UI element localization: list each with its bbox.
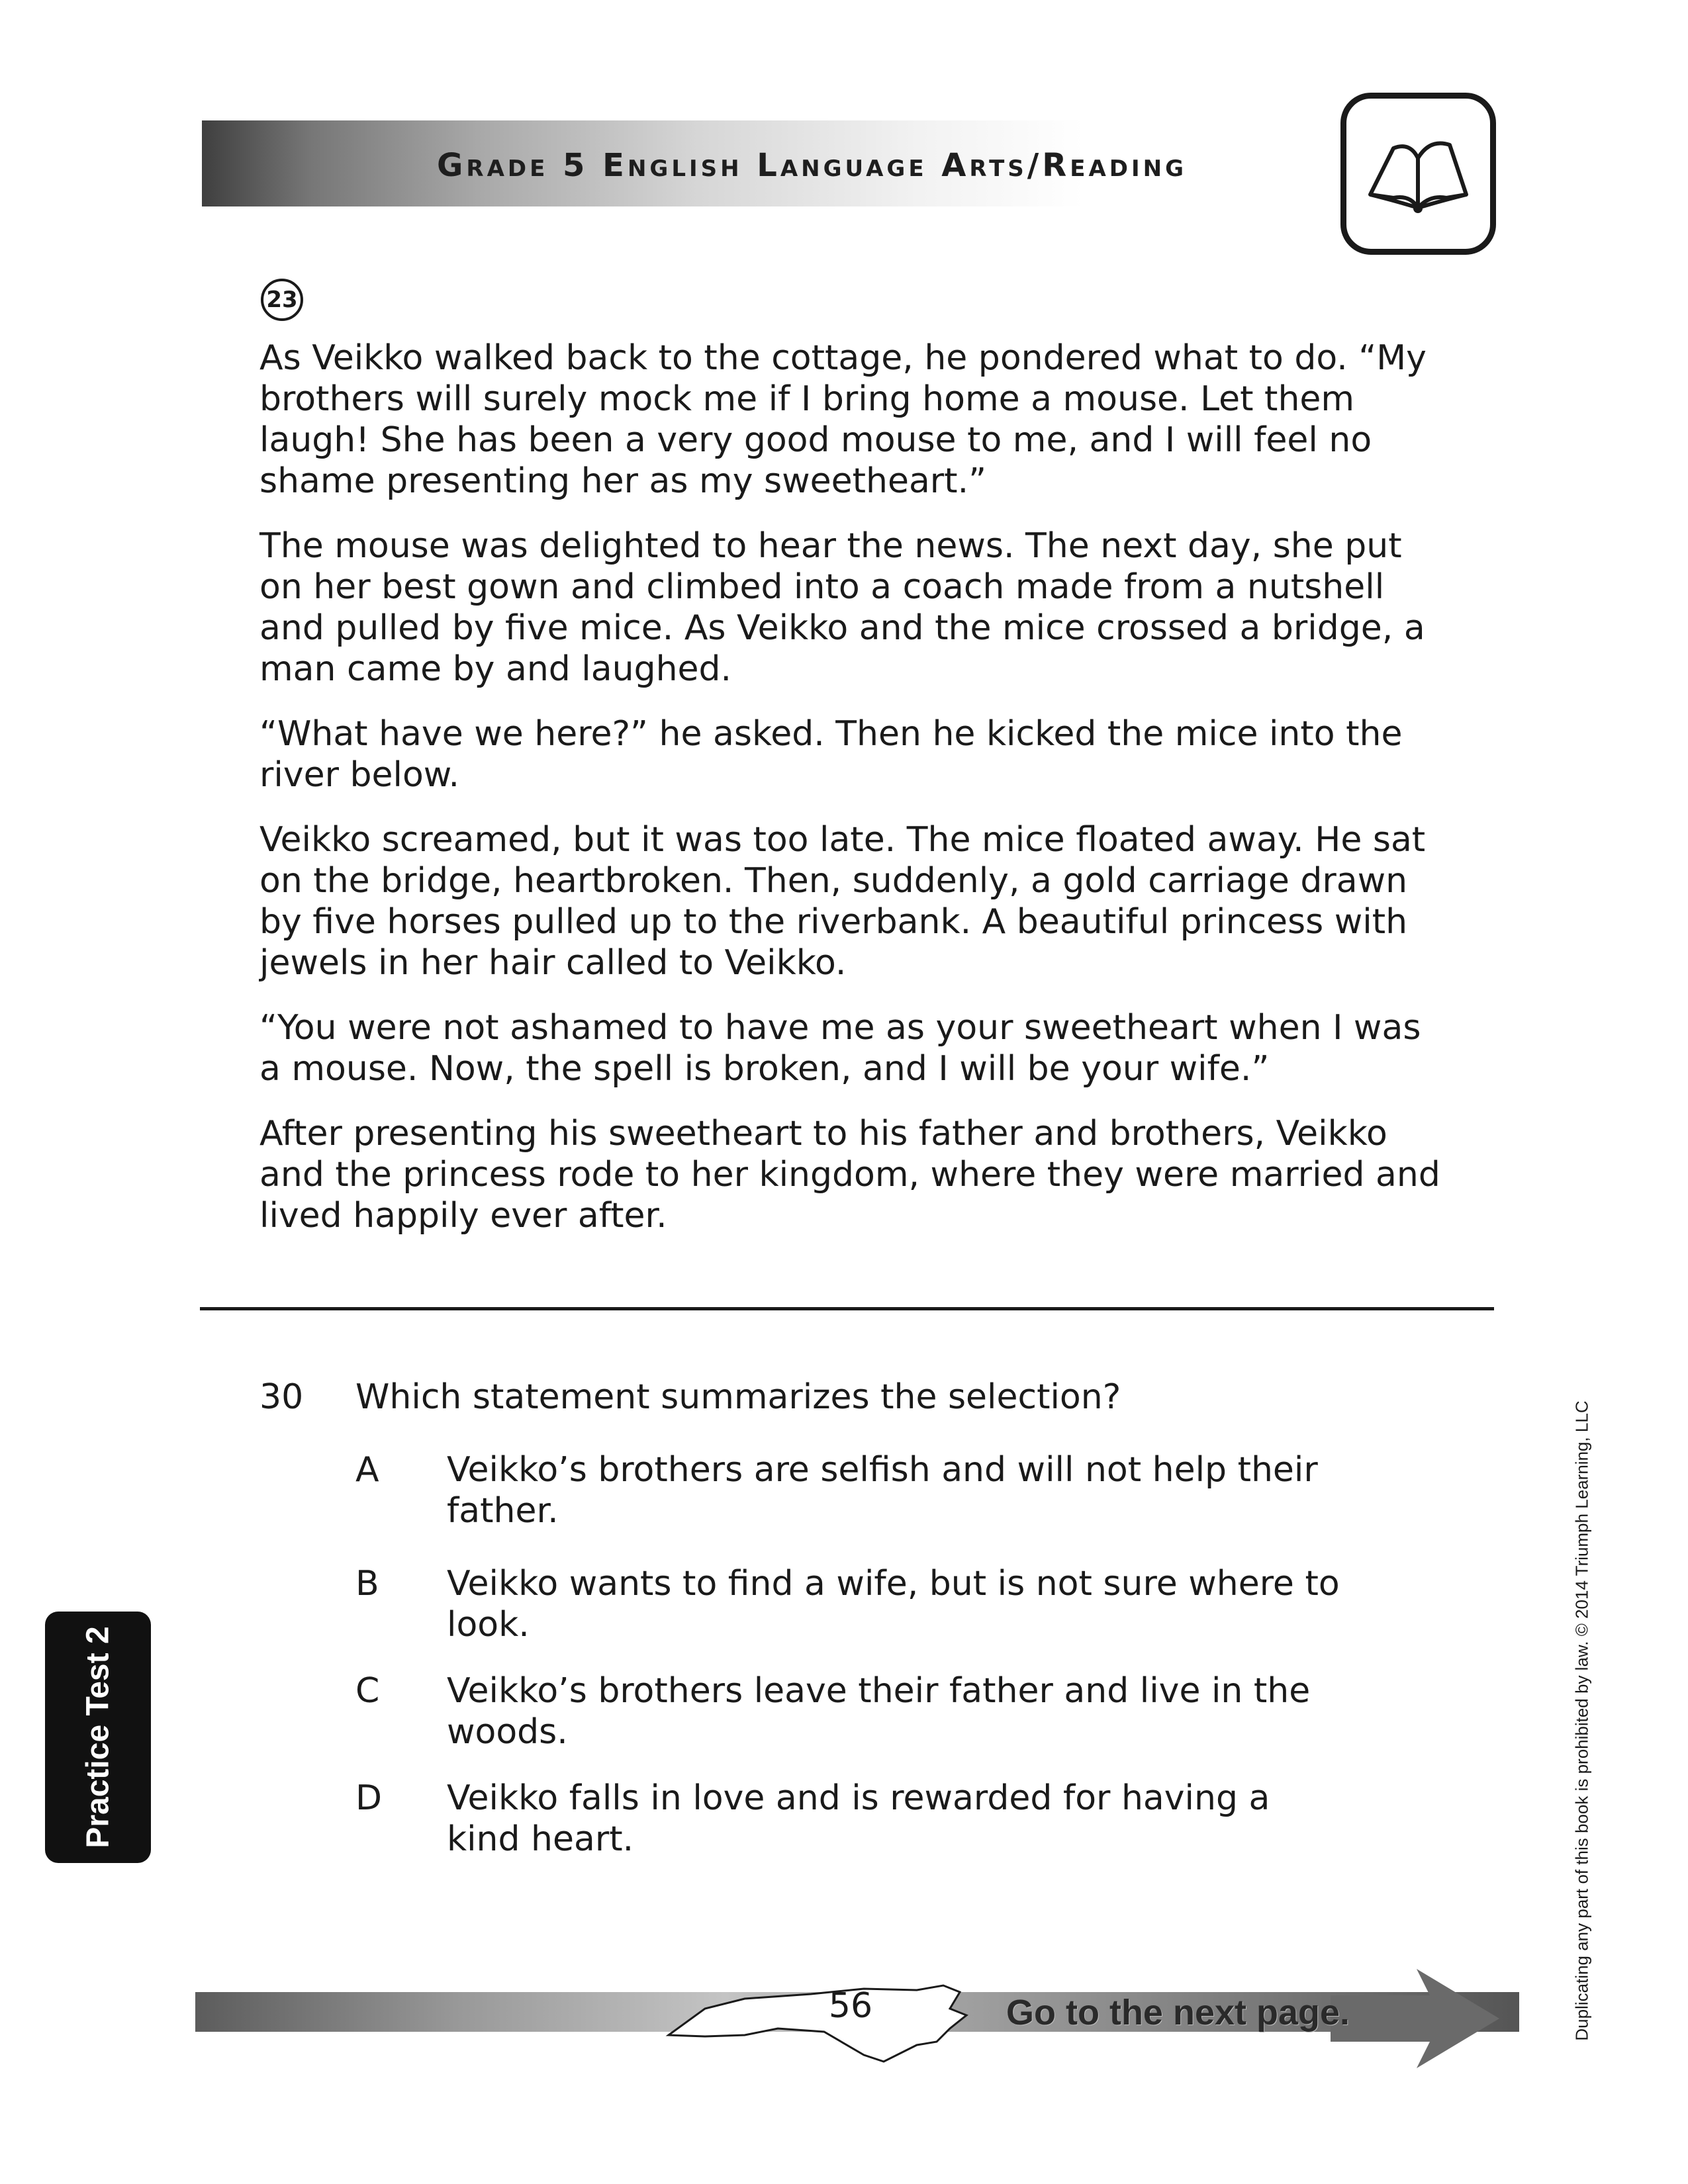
question-stem: Which statement summarizes the selection?: [355, 1377, 1121, 1417]
passage: [259, 338, 1451, 1260]
passage-paragraph: As Veikko walked back to the cottage, he pondered what to do. “My brothers will surely mock me if I bring home a mouse. Let them laugh! She has been a very good mouse to me, and I will feel no shame presenting her as my sweetheart.”: [259, 338, 1427, 501]
choice-text: Veikko falls in love and is rewarded for having a kind heart.: [447, 1778, 1270, 1859]
choice-letter: C: [355, 1671, 380, 1711]
practice-test-label: Practice Test 2: [80, 1626, 116, 1848]
choice-letter: A: [355, 1450, 379, 1490]
passage-paragraph: “You were not ashamed to have me as your sweetheart when I was a mouse. Now, the spell is broken, and I will be your wife.”: [259, 1008, 1421, 1089]
section-divider: [200, 1307, 1494, 1310]
book-icon-frame: [1340, 93, 1496, 255]
copyright-notice: Duplicating any part of this book is prohibited by law. © 2014 Triumph Learning, LLC: [1571, 1400, 1592, 2041]
question-number: 30: [259, 1377, 304, 1417]
passage-paragraph: “What have we here?” he asked. Then he kicked the mice into the river below.: [259, 714, 1403, 795]
right-arrow-icon: [1331, 1969, 1503, 2068]
passage-paragraph: Veikko screamed, but it was too late. The mice floated away. He sat on the bridge, heartbroken. Then, suddenly, a gold carriage drawn by five horses pulled up to the riverbank. A beautiful princess with jewels in her hair called to Veikko.: [259, 820, 1426, 983]
page-header-title: Grade 5 English Language Arts/Reading: [437, 147, 1188, 184]
passage-paragraph: After presenting his sweetheart to his father and brothers, Veikko and the princess rode to her kingdom, where they were married and lived happily ever after.: [259, 1114, 1440, 1236]
choice-text: Veikko’s brothers leave their father and live in the woods.: [447, 1671, 1311, 1752]
practice-test-tab: [45, 1612, 151, 1863]
paragraph-number: 23: [261, 279, 303, 321]
choice-letter: B: [355, 1564, 379, 1604]
choice-text: Veikko wants to find a wife, but is not sure where to look.: [447, 1564, 1340, 1645]
go-to-next-page-label: Go to the next page.: [1006, 1993, 1350, 2032]
page-number: 56: [828, 1986, 873, 2026]
choice-text: Veikko’s brothers are selfish and will not help their father.: [447, 1450, 1318, 1531]
open-book-icon: [1364, 132, 1473, 218]
choice-letter: D: [355, 1778, 383, 1818]
passage-paragraph: The mouse was delighted to hear the news. The next day, she put on her best gown and climbed into a coach made from a nutshell and pulled by five mice. As Veikko and the mice crossed a bridge, a man came by and laughed.: [259, 526, 1425, 689]
